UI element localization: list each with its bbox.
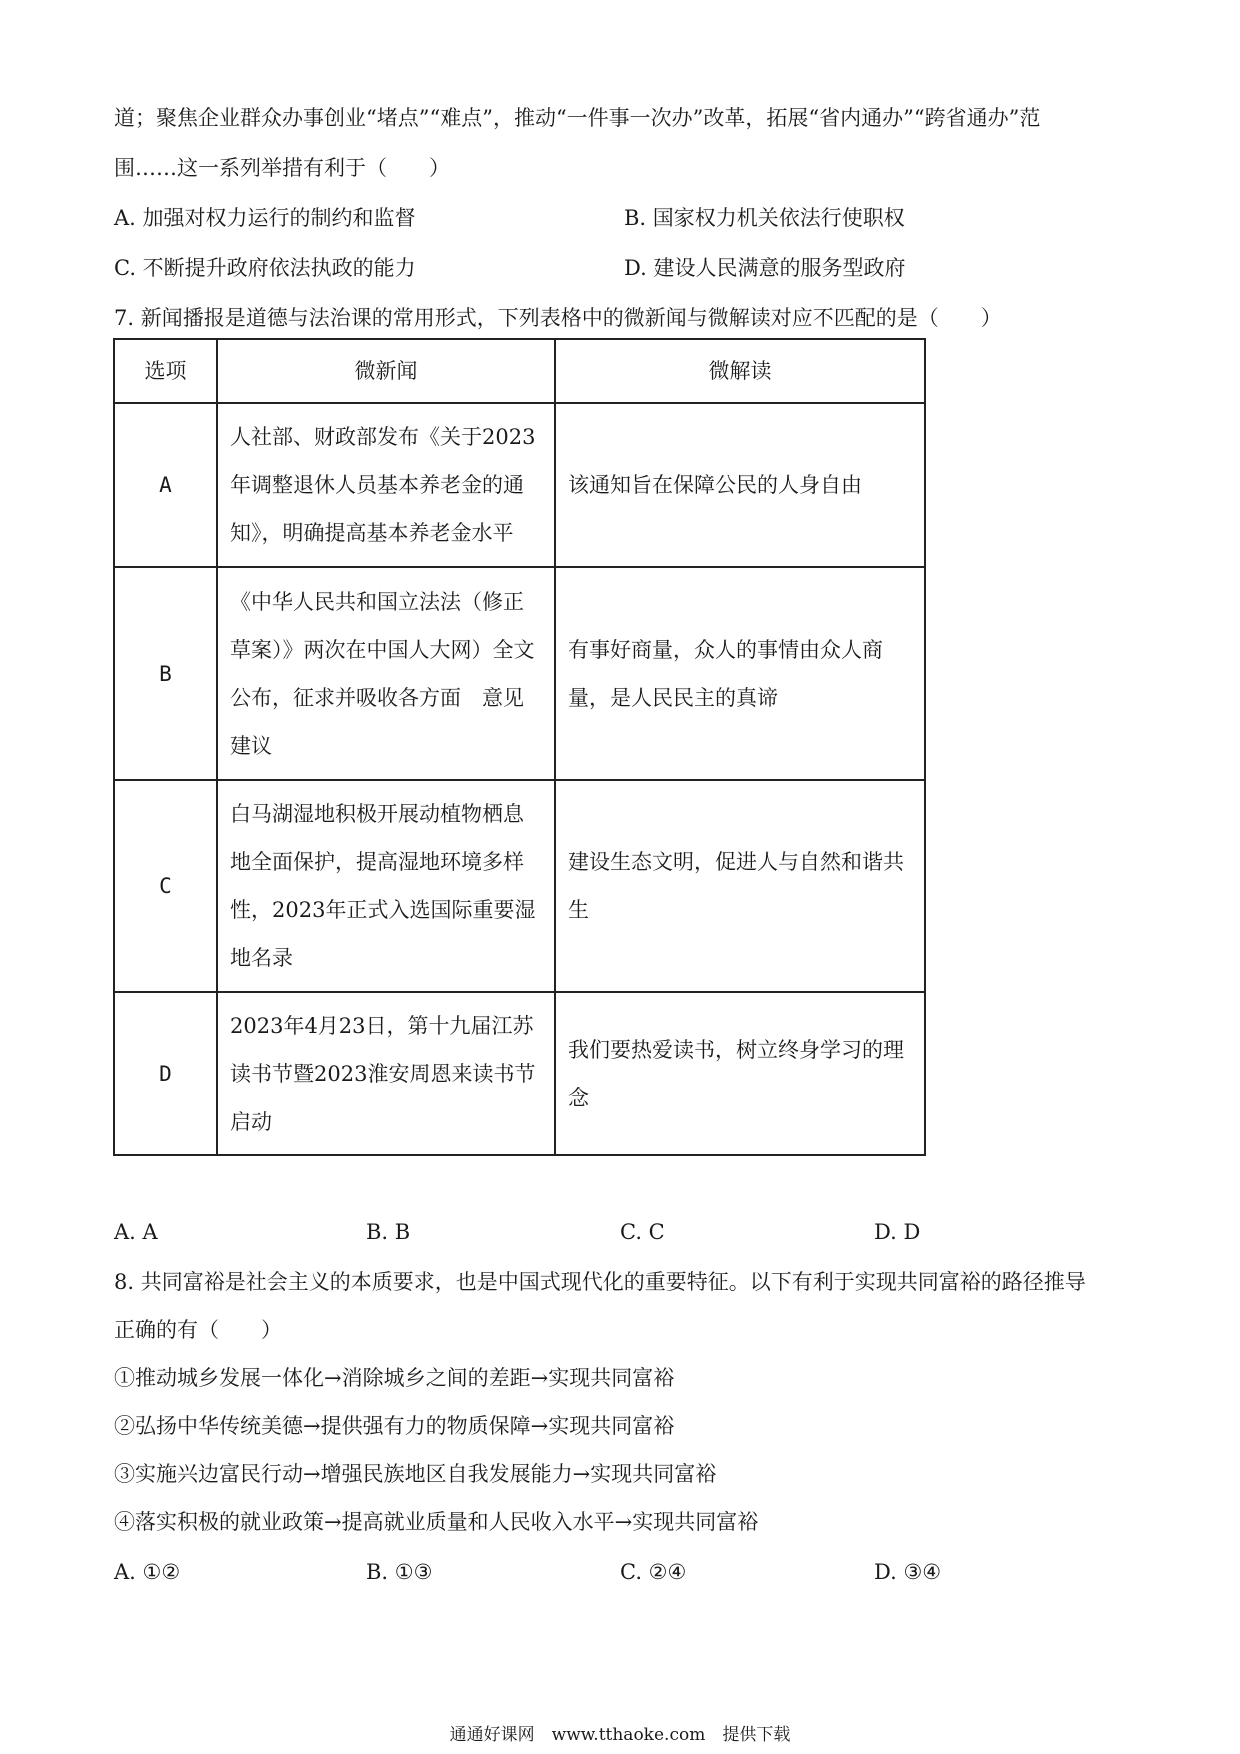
row-interpretation: 建设生态文明，促进人与自然和谐共生 [555,780,925,992]
q7-stem: 7. 新闻播报是道德与法治课的常用形式，下列表格中的微新闻与微解读对应不匹配的是（ ） [114,306,1002,330]
q8-stem-line1: 8. 共同富裕是社会主义的本质要求，也是中国式现代化的重要特征。以下有利于实现共同富裕的路径推导 [114,1270,1086,1294]
table-row [114,403,925,567]
q8-option-a: A. ①② [114,1560,181,1584]
row-interpretation: 我们要热爱读书，树立终身学习的理念 [555,992,925,1155]
q8-stem-line2: 正确的有（ ） [114,1318,282,1342]
q8-statement-4: ④落实积极的就业政策→提高就业质量和人民收入水平→实现共同富裕 [114,1510,759,1534]
q7-option-b: B. B [366,1220,411,1244]
row-option: A [114,403,217,567]
q6-option-c: C. 不断提升政府依法执政的能力 [114,256,416,280]
row-news: 《中华人民共和国立法法（修正草案）》两次在中国人大网）全文公布，征求并吸收各方面 意见建议 [217,567,555,780]
q7-option-c: C. C [620,1220,665,1244]
header-news: 微新闻 [217,339,555,403]
row-news: 2023年4月23日，第十九届江苏读书节暨2023淮安周恩来读书节启动 [217,992,555,1155]
q8-statement-2: ②弘扬中华传统美德→提供强有力的物质保障→实现共同富裕 [114,1414,675,1438]
table-row [114,567,925,780]
q8-option-d: D. ③④ [874,1560,942,1584]
news-table [113,338,926,1156]
q8-option-c: C. ②④ [620,1560,687,1584]
q7-option-d: D. D [874,1220,921,1244]
q6-stem-line1: 道；聚焦企业群众办事创业“堵点”“难点”，推动“一件事一次办”改革，拓展“省内通办”“跨省通办”范 [114,106,1041,130]
row-option: C [114,780,217,992]
row-news: 白马湖湿地积极开展动植物栖息地全面保护，提高湿地环境多样性，2023年正式入选国际重要湿地名录 [217,780,555,992]
table-row [114,992,925,1155]
table-row [114,780,925,992]
row-option: D [114,992,217,1155]
table-header-row [114,339,925,403]
page-footer: 通通好课网 www.tthaoke.com 提供下载 [449,1725,791,1745]
row-interpretation: 有事好商量，众人的事情由众人商量，是人民民主的真谛 [555,567,925,780]
q6-option-b: B. 国家权力机关依法行使职权 [624,206,905,230]
header-option: 选项 [114,339,217,403]
row-interpretation: 该通知旨在保障公民的人身自由 [555,403,925,567]
row-news: 人社部、财政部发布《关于2023年调整退休人员基本养老金的通知》，明确提高基本养老金水平 [217,403,555,567]
q6-option-a: A. 加强对权力运行的制约和监督 [114,206,416,230]
q8-option-b: B. ①③ [366,1560,433,1584]
q8-statement-1: ①推动城乡发展一体化→消除城乡之间的差距→实现共同富裕 [114,1366,675,1390]
header-interpretation: 微解读 [555,339,925,403]
q8-statement-3: ③实施兴边富民行动→增强民族地区自我发展能力→实现共同富裕 [114,1462,717,1486]
q6-option-d: D. 建设人民满意的服务型政府 [624,256,906,280]
q6-stem-line2: 围……这一系列举措有利于（ ） [114,156,450,180]
q7-option-a: A. A [114,1220,158,1244]
row-option: B [114,567,217,780]
